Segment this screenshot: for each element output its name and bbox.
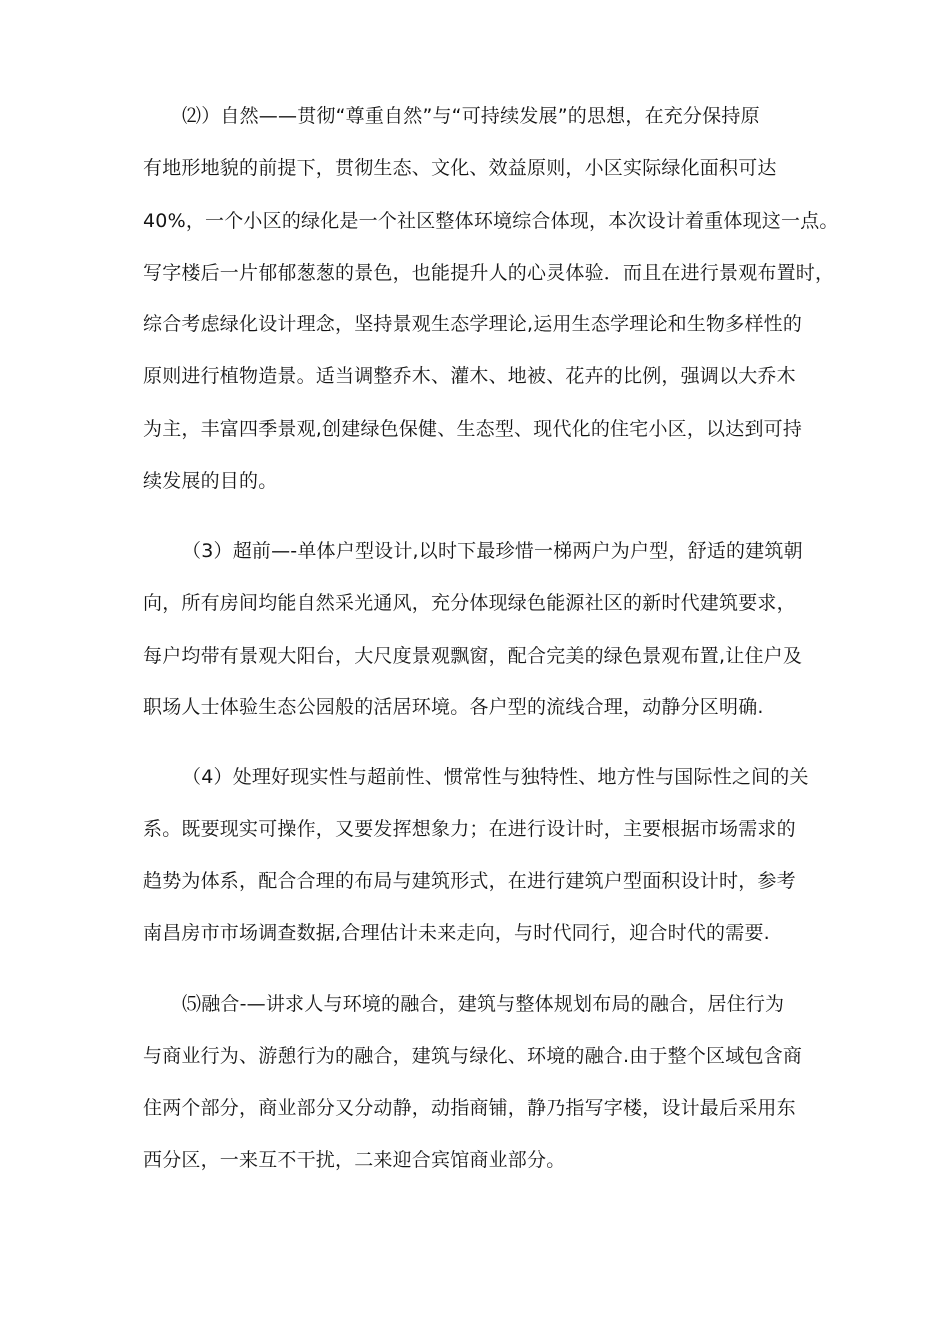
text-line: 住两个部分，商业部分又分动静，动指商铺，静乃指写字楼，设计最后采用东 [143,1097,796,1119]
text-line: 向，所有房间均能自然采光通风，充分体现绿色能源社区的新时代建筑要求， [143,592,796,614]
text-line: 原则进行植物造景。适当调整乔木、灌木、地被、花卉的比例，强调以大乔木 [143,365,796,387]
text-line: 与商业行为、游憩行为的融合，建筑与绿化、环境的融合.由于整个区域包含商 [143,1045,803,1067]
text-line: 职场人士体验生态公园般的活居环境。各户型的流线合理，动静分区明确. [143,696,764,718]
text-line: （4）处理好现实性与超前性、惯常性与独特性、地方性与国际性之间的关 [182,766,809,788]
text-line: 趋势为体系，配合合理的布局与建筑形式，在进行建筑户型面积设计时，参考 [143,870,796,892]
text-line: 综合考虑绿化设计理念，坚持景观生态学理论,运用生态学理论和生物多样性的 [143,313,803,335]
text-line: （3）超前—-单体户型设计,以时下最珍惜一梯两户为户型，舒适的建筑朝 [182,540,803,562]
text-line: 西分区，一来互不干扰，二来迎合宾馆商业部分。 [143,1149,566,1171]
text-line: 40%，一个小区的绿化是一个社区整体环境综合体现，本次设计着重体现这一点。 [143,210,839,232]
text-line: 系。既要现实可操作，又要发挥想象力；在进行设计时，主要根据市场需求的 [143,818,796,840]
text-line: ⑸融合-—讲求人与环境的融合，建筑与整体规划布局的融合，居住行为 [182,993,785,1015]
text-line: 续发展的目的。 [143,470,278,492]
text-line: 每户均带有景观大阳台，大尺度景观飘窗，配合完美的绿色景观布置,让住户及 [143,645,803,667]
text-line: ⑵）自然——贯彻“尊重自然”与“可持续发展”的思想，在充分保持原 [182,105,760,127]
text-line: 写字楼后一片郁郁葱葱的景色，也能提升人的心灵体验．而且在进行景观布置时， [143,262,835,284]
text-line: 为主，丰富四季景观,创建绿色保健、生态型、现代化的住宅小区，以达到可持 [143,418,803,440]
text-line: 有地形地貌的前提下，贯彻生态、文化、效益原则，小区实际绿化面积可达 [143,157,777,179]
text-line: 南昌房市市场调查数据,合理估计未来走向，与时代同行，迎合时代的需要. [143,922,770,944]
